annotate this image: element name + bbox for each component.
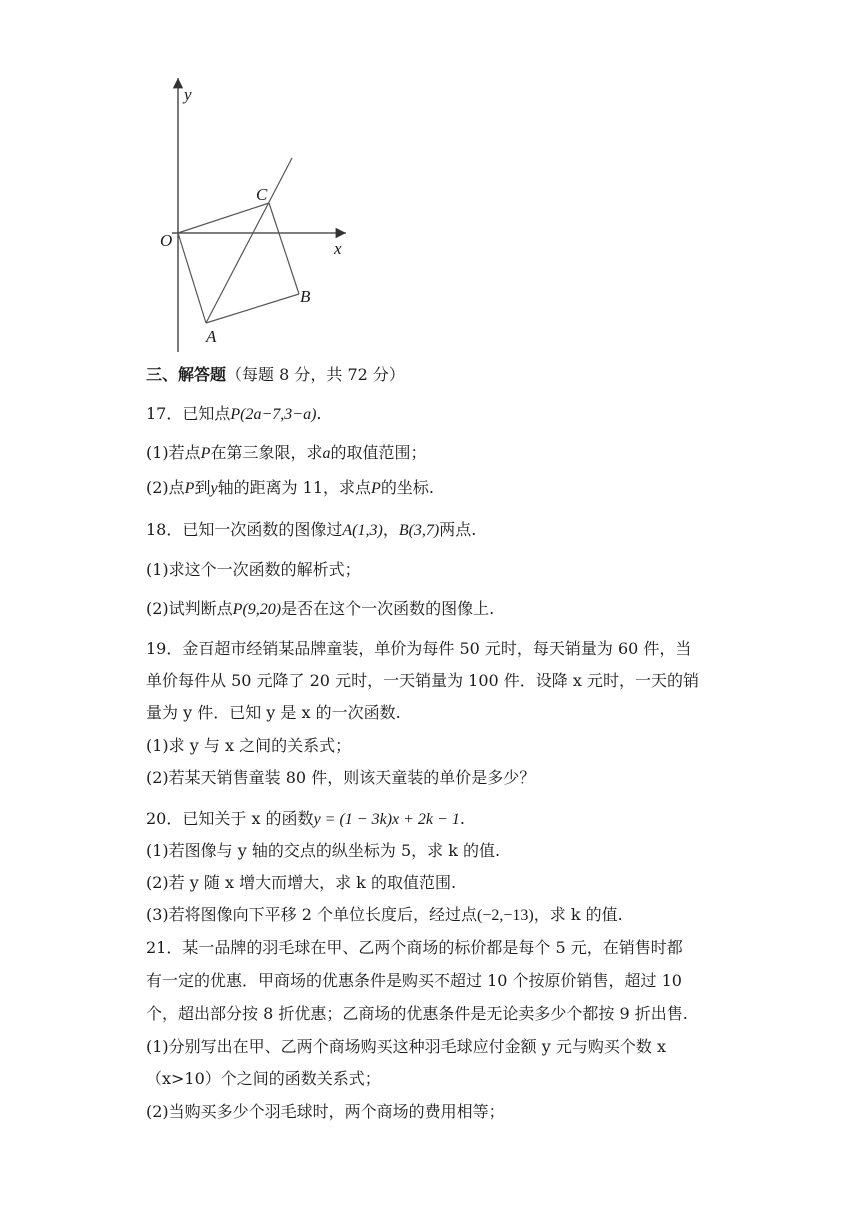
q18-stem-sep: ， — [382, 520, 399, 539]
q20-stem-end: . — [459, 809, 465, 828]
q18-part2 — [146, 598, 494, 621]
q18-stem-end: 两点. — [439, 520, 477, 539]
point-a-label: A — [206, 327, 217, 346]
q17-p1-var-p: P — [200, 445, 211, 462]
q19-line2 — [146, 670, 699, 692]
y-axis-label: y — [184, 85, 192, 104]
q20-stem-text: 20．已知关于 x 的函数 — [146, 809, 314, 828]
q21-part2 — [146, 1101, 505, 1123]
q21-p1-text-1: (1)分别写出在甲、乙两个商场购买这种羽毛球应付金额 y 元与购买个数 x — [146, 1037, 666, 1056]
q20-p3-text-b: ，求 k 的值. — [533, 905, 623, 924]
q18-p2-text-a: (2)试判断点 — [146, 599, 233, 618]
q21-text-1: 21．某一品牌的羽毛球在甲、乙两个商场的标价都是每个 5 元，在销售时都 — [146, 938, 683, 957]
point-b-label: B — [300, 287, 311, 306]
q20-p2-text: (2)若 y 随 x 增大而增大，求 k 的取值范围. — [146, 873, 457, 892]
q19-p1-text: (1)求 y 与 x 之间的关系式； — [146, 736, 352, 755]
section-note: （每题 8 分，共 72 分） — [226, 365, 405, 384]
q20-p3-text-a: (3)若将图像向下平移 2 个单位长度后，经过点 — [146, 905, 478, 924]
q17-stem — [146, 403, 322, 426]
q19-line3 — [146, 702, 401, 724]
q19-part1 — [146, 735, 351, 757]
q18-point-b: B(3,7) — [398, 522, 440, 539]
q17-p2-text-a: (2)点 — [146, 478, 185, 497]
q19-text-3: 量为 y 件．已知 y 是 x 的一次函数. — [146, 703, 401, 722]
q18-point-a: A(1,3) — [342, 522, 383, 539]
line-ac — [206, 158, 292, 323]
q20-part1 — [146, 840, 500, 862]
q17-p2-text-d: 的坐标. — [380, 478, 434, 497]
q21-part1-line1 — [146, 1036, 666, 1058]
q18-p1-text: (1)求这个一次函数的解析式； — [146, 560, 361, 579]
q20-part3 — [146, 904, 623, 927]
q20-function-expr: y = (1 − 3k)x + 2k − 1 — [313, 811, 460, 828]
q17-part1 — [146, 442, 426, 465]
q17-p1-text-a: (1)若点 — [146, 443, 201, 462]
q19-line1 — [146, 638, 691, 660]
q19-text-2: 单价每件从 50 元降了 20 元时，一天销量为 100 件．设降 x 元时，一天的销 — [146, 671, 699, 690]
q19-p2-text: (2)若某天销售童装 80 件，则该天童装的单价是多少？ — [146, 768, 536, 787]
q17-part2 — [146, 477, 434, 500]
x-axis-label: x — [334, 239, 342, 258]
q17-stem-end: . — [316, 404, 322, 423]
section-heading — [146, 364, 405, 386]
q17-p2-var-p2: P — [371, 480, 381, 497]
segment-ab — [206, 294, 299, 323]
q21-line3 — [146, 1003, 688, 1025]
q21-line2 — [146, 970, 682, 992]
q18-stem — [146, 519, 476, 542]
q18-part1 — [146, 559, 361, 581]
q18-p2-text-b: 是否在这个一次函数的图像上. — [281, 599, 495, 618]
q17-point-expr: P(2a−7,3−a) — [230, 406, 317, 423]
q20-part2 — [146, 872, 456, 894]
q20-point: (−2,−13) — [477, 907, 534, 924]
q21-text-3: 个，超出部分按 8 折优惠；乙商场的优惠条件是无论卖多少个都按 9 折出售. — [146, 1004, 688, 1023]
q17-stem-text: 17．已知点 — [146, 404, 231, 423]
q17-p2-var-p: P — [184, 480, 195, 497]
section-title: 三、解答题 — [146, 365, 227, 384]
segment-bc — [269, 203, 299, 294]
q21-p2-text: (2)当购买多少个羽毛球时，两个商场的费用相等； — [146, 1102, 505, 1121]
q18-point-p: P(9,20) — [232, 601, 282, 618]
q18-stem-text: 18．已知一次函数的图像过 — [146, 520, 343, 539]
q21-part1-line2 — [146, 1068, 381, 1090]
q19-text-1: 19．金百超市经销某品牌童装，单价为每件 50 元时，每天销量为 60 件，当 — [146, 639, 692, 658]
q17-p1-var-a: a — [322, 445, 331, 462]
q21-line1 — [146, 937, 683, 959]
point-o-label: O — [160, 231, 173, 250]
q21-text-2: 有一定的优惠．甲商场的优惠条件是购买不超过 10 个按原价销售，超过 10 — [146, 971, 682, 990]
point-c-label: C — [256, 185, 268, 204]
q17-p1-text-c: 的取值范围； — [330, 443, 427, 462]
q17-p2-text-c: 轴的距离为 11，求点 — [217, 478, 372, 497]
q17-p2-text-b: 到 — [194, 478, 211, 497]
q19-part2 — [146, 767, 535, 789]
q20-p1-text: (1)若图像与 y 轴的交点的纵坐标为 5，求 k 的值. — [146, 841, 501, 860]
coordinate-figure — [150, 70, 370, 360]
figure-svg — [150, 70, 370, 360]
q17-p1-text-b: 在第三象限，求 — [210, 443, 323, 462]
segment-oa — [178, 233, 206, 323]
q17-p2-var-y: y — [210, 480, 218, 497]
q20-stem — [146, 808, 465, 831]
q21-p1-text-2: （x>10）个之间的函数关系式； — [146, 1069, 381, 1088]
